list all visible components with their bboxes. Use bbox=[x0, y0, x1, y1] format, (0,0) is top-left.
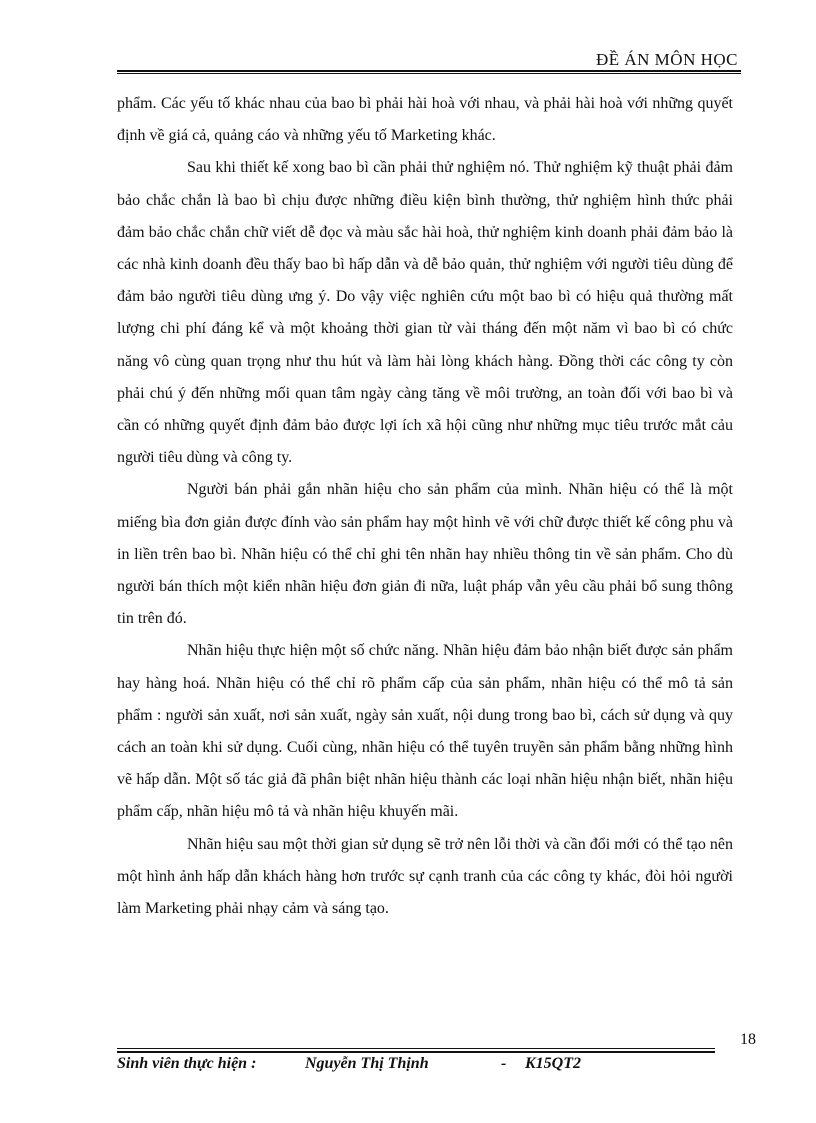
footer bbox=[117, 1055, 715, 1073]
footer-separator: - bbox=[501, 1055, 507, 1072]
footer-rule bbox=[117, 1048, 715, 1053]
paragraph-1: phẩm. Các yếu tố khác nhau của bao bì phải hài hoà với nhau, và phải hài hoà với những quyết định về giá cả, quảng cáo và những yếu tố Marketing khác. bbox=[117, 95, 733, 145]
paragraph-4: Nhãn hiệu thực hiện một số chức năng. Nhãn hiệu đảm bảo nhận biết được sản phẩm hay hàng hoá. Nhãn hiệu có thể chỉ rõ phẩm cấp của sản phẩm, nhãn hiệu có thể mô tả sản phẩm : người sản xuất, nơi sản xuất, ngày sản xuất, nội dung trong bao bì, cách sử dụng và quy cách an toàn khi sử dụng. Cuối cùng, nhãn hiệu có thể tuyên truyền sản phẩm bằng những hình vẽ hấp dẫn. Một số tác giả đã phân biệt nhãn hiệu thành các loại nhãn hiệu nhận biết, nhãn hiệu phẩm cấp, nhãn hiệu mô tả và nhãn hiệu khuyến mãi. bbox=[117, 642, 733, 821]
body-text bbox=[117, 88, 733, 925]
footer-class-code: K15QT2 bbox=[525, 1055, 581, 1072]
paragraph-2: Sau khi thiết kế xong bao bì cần phải thử nghiệm nó. Thử nghiệm kỹ thuật phải đảm bảo chắc chắn là bao bì chịu được những điều kiện bình thường, thử nghiệm hình thức phải đảm bảo chắc chắn chữ viết dễ đọc và màu sắc hài hoà, thử nghiệm kinh doanh phải đảm bảo là các nhà kinh doanh đều thấy bao bì hấp dẫn và dễ bảo quản, thử nghiệm với người tiêu dùng để đảm bảo người tiêu dùng ưng ý. Do vậy việc nghiên cứu một bao bì có hiệu quả thường mất lượng chi phí đáng kể và một khoảng thời gian từ vài tháng đến một năm vì bao bì có chức năng vô cùng quan trọng như thu hút và làm hài lòng khách hàng. Đồng thời các công ty còn phải chú ý đến những mối quan tâm ngày càng tăng về môi trường, an toàn đối với bao bì và cần có những quyết định đảm bảo được lợi ích xã hội cũng như những mục tiêu trước mắt cảu người tiêu dùng và công ty. bbox=[117, 159, 733, 467]
footer-student-name: Nguyễn Thị Thịnh bbox=[305, 1055, 429, 1072]
page-number: 18 bbox=[740, 1031, 756, 1048]
footer-label: Sinh viên thực hiện : bbox=[117, 1055, 257, 1072]
header-title: ĐỀ ÁN MÔN HỌC bbox=[595, 50, 738, 69]
paragraph-5: Nhãn hiệu sau một thời gian sử dụng sẽ trở nên lỗi thời và cần đổi mới có thể tạo nên một hình ảnh hấp dẫn khách hàng hơn trước sự cạnh tranh của các công ty khác, đòi hỏi người làm Marketing phải nhạy cảm và sáng tạo. bbox=[117, 835, 733, 918]
header-rule bbox=[117, 70, 741, 74]
paragraph-3: Người bán phải gắn nhãn hiệu cho sản phẩm của mình. Nhãn hiệu có thể là một miếng bìa đơn giản được đính vào sản phẩm hay một hình vẽ với chữ được thiết kế công phu và in liền trên bao bì. Nhãn hiệu có thể chỉ ghi tên nhãn hay nhiều thông tin về sản phẩm. Cho dù người bán thích một kiển nhãn hiệu đơn giản đi nữa, luật pháp vẫn yêu cầu phải bổ sung thông tin trên đó. bbox=[117, 481, 733, 628]
